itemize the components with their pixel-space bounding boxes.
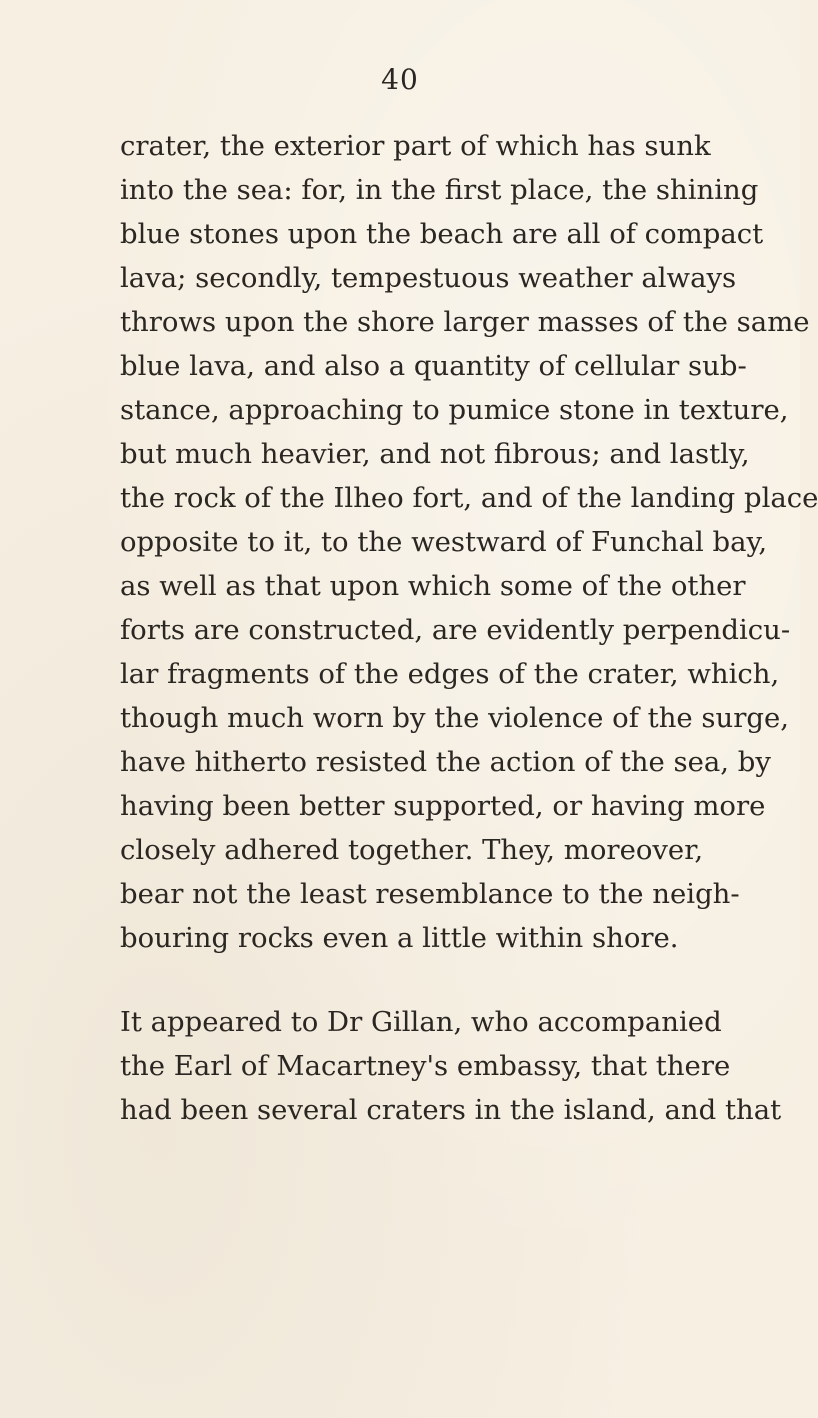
text-line: stance, approaching to pumice stone in texture, bbox=[120, 394, 789, 426]
text-line: as well as that upon which some of the other bbox=[120, 570, 746, 602]
text-line: closely adhered together. They, moreover, bbox=[120, 834, 704, 866]
page-number: 40 bbox=[381, 63, 419, 96]
text-line: blue stones upon the beach are all of compact bbox=[120, 218, 764, 250]
text-line: into the sea: for, in the first place, the shining bbox=[120, 174, 759, 206]
text-line: bear not the least resemblance to the neigh- bbox=[120, 878, 740, 910]
text-line: blue lava, and also a quantity of cellular sub- bbox=[120, 350, 747, 382]
text-line: throws upon the shore larger masses of the same bbox=[120, 306, 810, 338]
text-line: opposite to it, to the westward of Funchal bay, bbox=[120, 526, 768, 558]
text-line: had been several craters in the island, and that bbox=[120, 1094, 782, 1126]
text-line: forts are constructed, are evidently perpendicu- bbox=[120, 614, 791, 646]
text-line: lar fragments of the edges of the crater, which, bbox=[120, 658, 780, 690]
text-line: bouring rocks even a little within shore. bbox=[120, 922, 679, 954]
text-line: though much worn by the violence of the surge, bbox=[120, 702, 790, 734]
text-line: having been better supported, or having more bbox=[120, 790, 766, 822]
text-line: lava; secondly, tempestuous weather always bbox=[120, 262, 737, 294]
text-line: crater, the exterior part of which has sunk bbox=[120, 130, 711, 162]
text-line: the rock of the Ilheo fort, and of the landing place bbox=[120, 482, 818, 514]
text-line: but much heavier, and not fibrous; and lastly, bbox=[120, 438, 750, 470]
text-line: It appeared to Dr Gillan, who accompanied bbox=[120, 1006, 722, 1038]
text-line: have hitherto resisted the action of the sea, by bbox=[120, 746, 771, 778]
text-line: the Earl of Macartney's embassy, that there bbox=[120, 1050, 731, 1082]
